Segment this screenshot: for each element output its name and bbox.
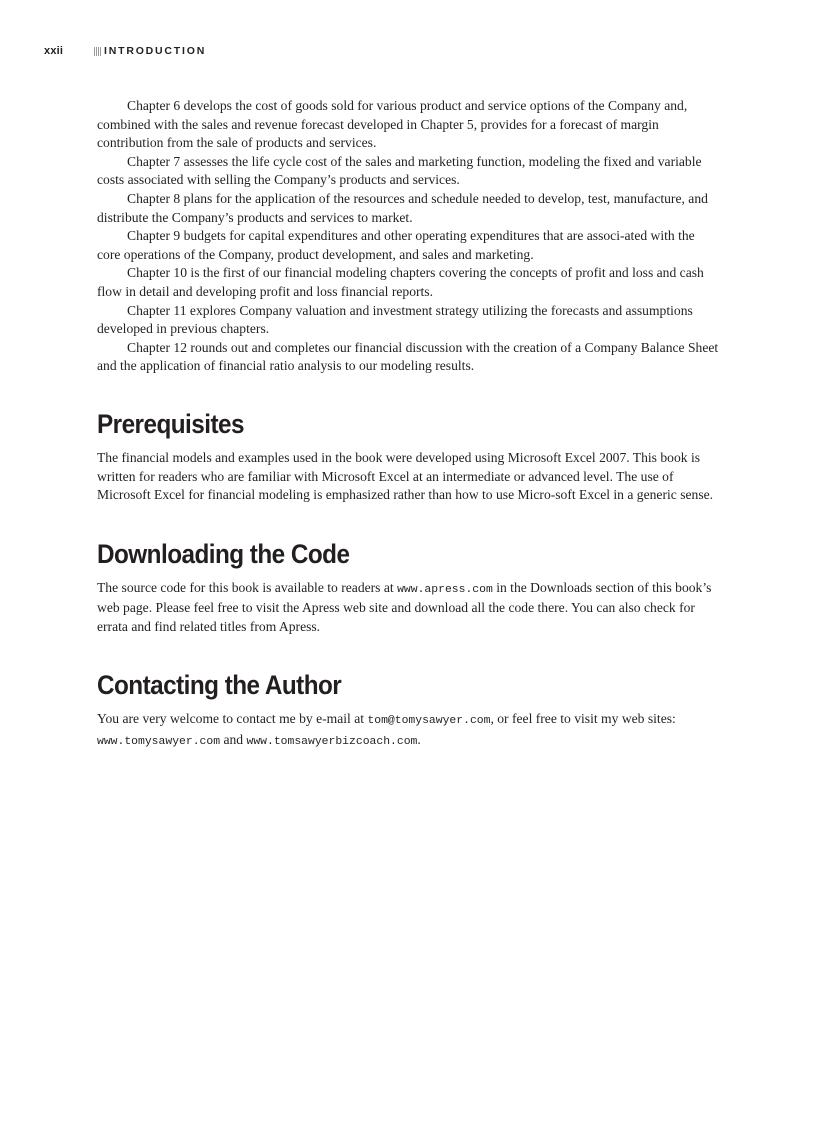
section-marker-icon	[94, 47, 101, 56]
chapter-10-paragraph: Chapter 10 is the first of our financial modeling chapters covering the concepts of profit and loss and cash flow in detail and developing profit and loss financial reports.	[97, 265, 704, 299]
contacting-author-paragraph	[97, 710, 719, 751]
contact-text-and: and	[220, 732, 247, 748]
chapter-9-paragraph: Chapter 9 budgets for capital expenditures and other operating expenditures that are associ-ated with the core operations of the Company, product development, and sales and marketing.	[97, 228, 695, 262]
downloading-text-before: The source code for this book is available to readers at	[97, 579, 398, 595]
author-email-link[interactable]: tom@tomysawyer.com	[367, 715, 491, 728]
author-site-link[interactable]: www.tomysawyer.com	[97, 736, 221, 749]
contact-text-end: .	[417, 732, 421, 748]
chapter-overview	[97, 97, 719, 376]
contact-text-middle: , or feel free to visit my web sites:	[490, 711, 676, 727]
downloading-code-paragraph	[97, 579, 719, 637]
section-label: INTRODUCTION	[104, 45, 207, 57]
page-number: xxii	[44, 45, 64, 57]
contacting-author-heading: Contacting the Author	[97, 670, 342, 701]
bizcoach-site-link[interactable]: www.tomsawyerbizcoach.com	[246, 736, 418, 749]
page-body	[97, 97, 719, 752]
chapter-6-paragraph: Chapter 6 develops the cost of goods sold for various product and service options of the Company and, combined with the sales and revenue forecast developed in Chapter 5, provides for a forecast of margin contribution from the sale of products and services.	[97, 98, 688, 151]
chapter-7-paragraph: Chapter 7 assesses the life cycle cost of the sales and marketing function, modeling the fixed and variable costs associated with selling the Company’s products and services.	[97, 153, 702, 188]
downloading-code-heading: Downloading the Code	[97, 538, 350, 569]
prerequisites-heading: Prerequisites	[97, 408, 244, 439]
prerequisites-paragraph: The financial models and examples used in the book were developed using Microsoft Excel 2007. This book is written for readers who are familiar with Microsoft Excel at an intermediate or advanced level. The use of Microsoft Excel for financial modeling is emphasized rather than how to use Micro-soft Excel in a generic sense.	[97, 449, 714, 503]
contact-text-before: You are very welcome to contact me by e-mail at	[97, 711, 368, 727]
apress-url-link[interactable]: www.apress.com	[397, 583, 493, 596]
chapter-11-paragraph: Chapter 11 explores Company valuation and investment strategy utilizing the forecasts and assumptions developed in previous chapters.	[97, 302, 693, 337]
chapter-12-paragraph: Chapter 12 rounds out and completes our financial discussion with the creation of a Company Balance Sheet and the application of financial ratio analysis to our modeling results.	[97, 339, 719, 374]
downloading-text-after: in the Downloads section of this book’s web page. Please feel free to visit the Apress web site and download all the code there. You can also check for errata and find related titles from Apress.	[97, 579, 712, 634]
chapter-8-paragraph: Chapter 8 plans for the application of the resources and schedule needed to develop, test, manufacture, and distribute the Company’s products and services to market.	[97, 190, 708, 225]
running-head	[44, 44, 206, 58]
